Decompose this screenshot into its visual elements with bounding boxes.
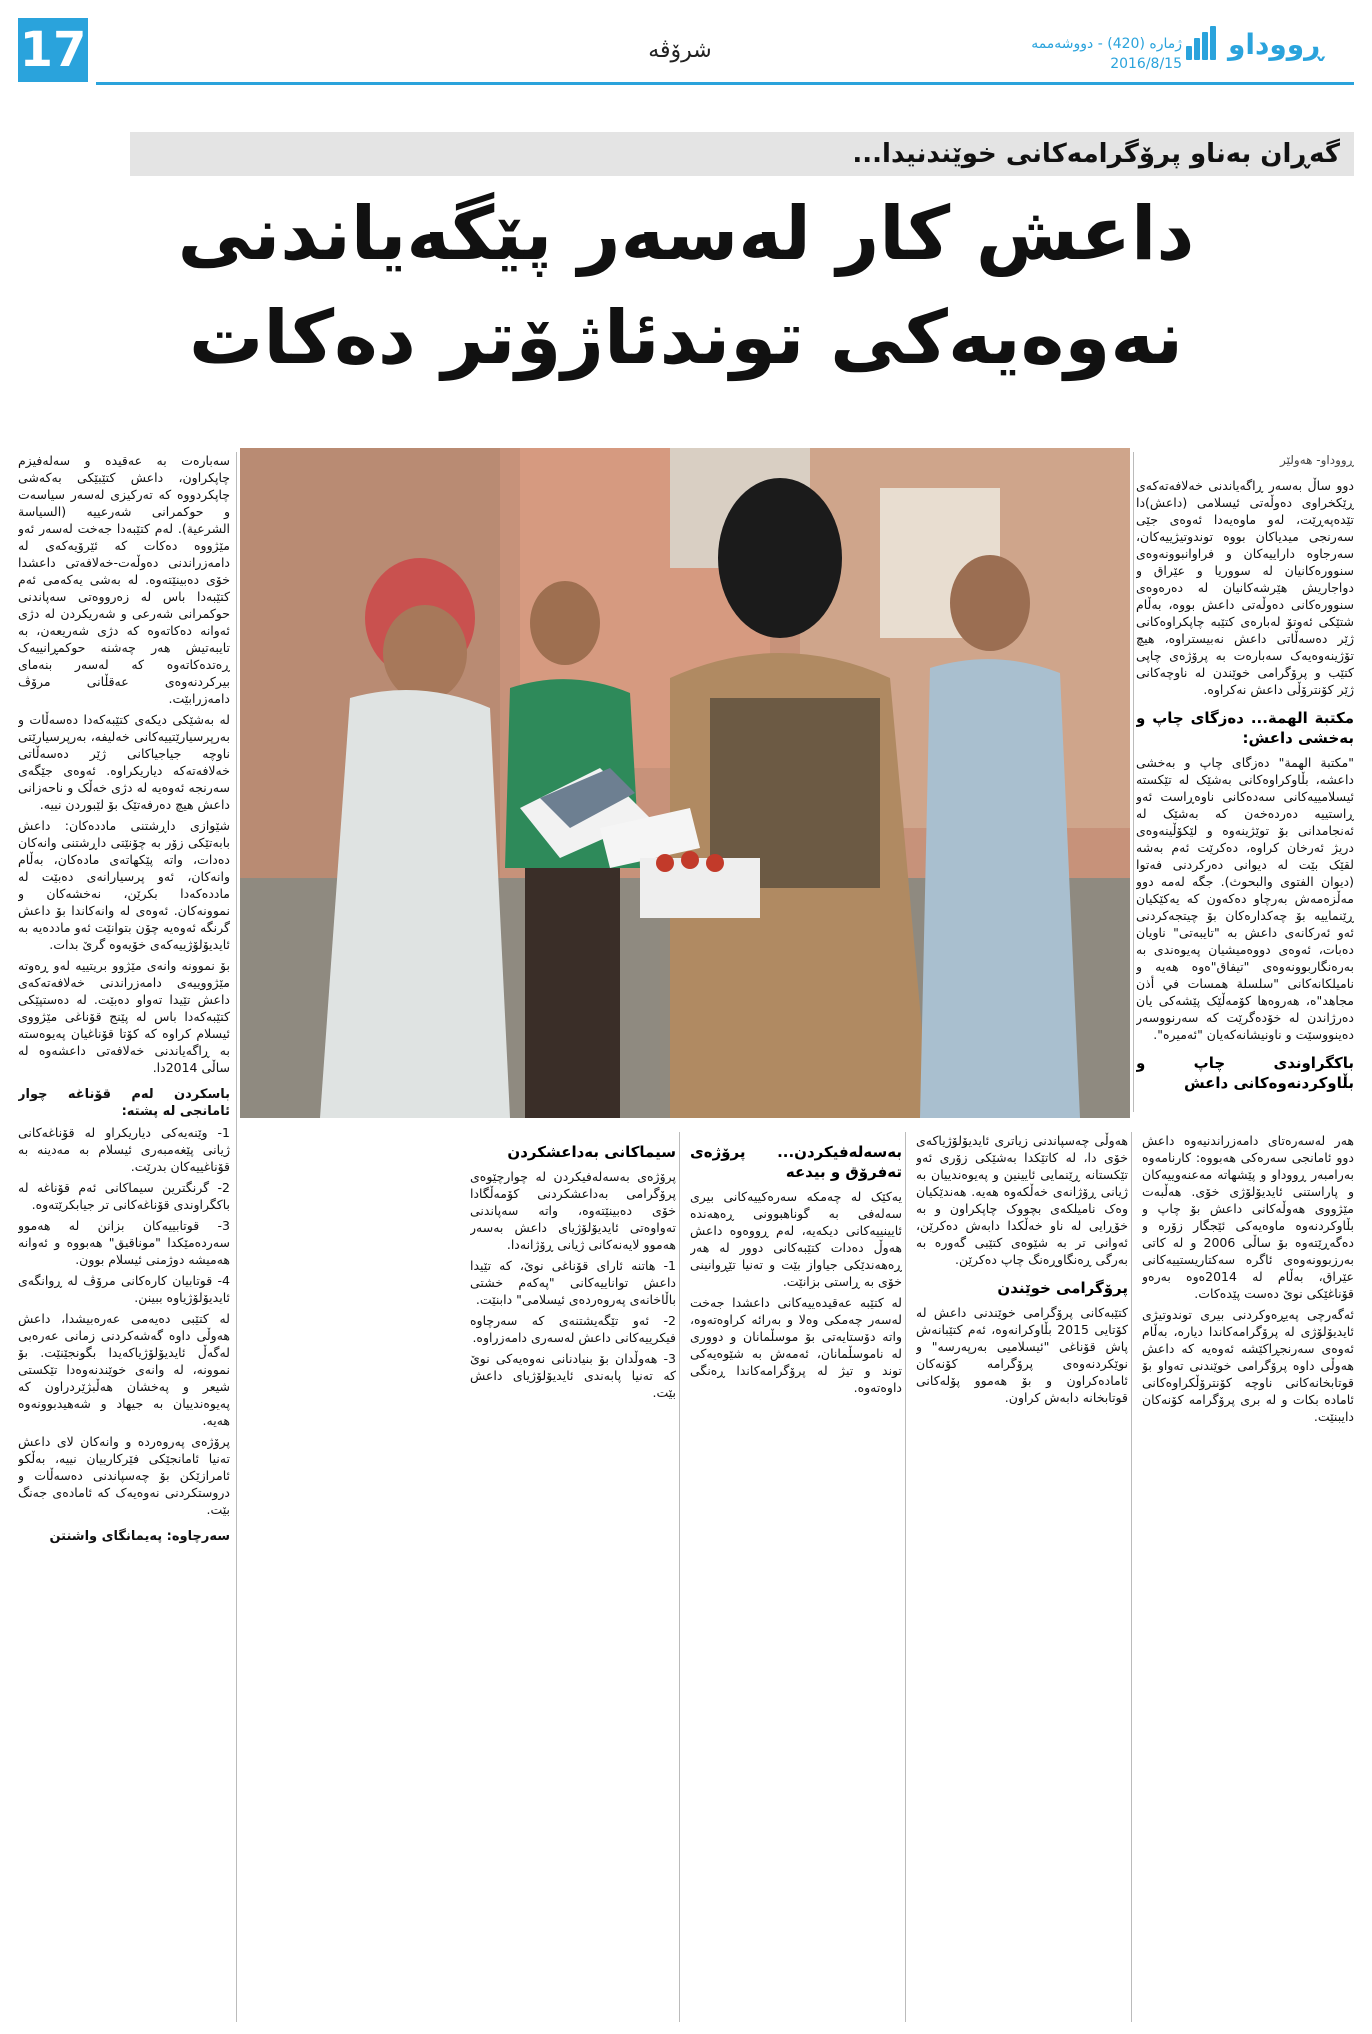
list-item-1: 1- هاتنە ئارای قۆناغی نوێ، کە تێیدا داعش تواناییەکانی "پەکەم خشتی باڵاخانەی پەروەردەی ئیسلامی" دابنێت. <box>470 1258 676 1307</box>
column-bottom-3 <box>690 1132 902 2022</box>
list-item-2: 2- ئەو تێگەیشتنەی کە سەرچاوە فیکرییەکانی داعش لەسەری دامەزراوە. <box>470 1313 676 1345</box>
column-bottom-1 <box>1142 1132 1354 2022</box>
issue-date: 2016/8/15 <box>1110 56 1182 72</box>
headline <box>60 182 1312 390</box>
logo-text: ڕووداو <box>1228 27 1324 61</box>
headline-line-1: داعش کار لەسەر پێگەیاندنی <box>177 191 1195 277</box>
paragraph-format: شێوازی داڕشتنی ماددەکان: داعش بابەتێکی زۆر بە چۆنێتی داڕشتنی وانەکان دەدات، واتە پێکهاتەی مادەکان، بەڵام وانەکان، ئەو پرسیارانەی دەبێت لە ماددەکەدا بکرێن، نەخشەکان و نموونەکان. ئەوەی لە وانەکاندا بۆ داعش گرنگە ئەوەیە چۆن بتوانێت ئەو ماددەیە بە ئایدیۆلۆژییەکەی خۆیەوە گرێ بدات. <box>18 818 230 952</box>
header-divider <box>96 82 1354 85</box>
paragraph-history: بۆ نموونە وانەی مێژوو بریتییە لەو ڕەوتە مێژووییەی دامەزراندنی خەلافەتەکەی داعش تێیدا تەواو دەبێت. لە دەستپێکی کتێبەکەدا باس لە پێنج قۆناغی مێژووی ئیسلام کراوە کە کۆتا قۆناغیان پەیوەستە بە ڕاگەیاندنی خەلافەتی داعشەوە لە ساڵی 2014دا. <box>18 958 230 1075</box>
paragraph-maktaba: "مکتبة الهمة" دەزگای چاپ و بەخشی داعشە، بڵاوکراوەکانی بەشێک لە تێکستە ئیسلامییەکانی سەدەکانی ناوەڕاست ئەو ڕاستییە دەردەخەن کە بەشێک لە ئەنجامدانی بۆ توێژینەوە و لێکۆڵینەوەی دریژ ئەرخان کراوە، دەکرێت ئەم بەشە لقێک بێت لە دیوانی دەرکردنی فەتوا (دیوان الفتوی والبحوث). جگە لەمە دوو مەڵزەمەش بەرچاو دەکەون کە یەکێکیان ڕێنماییە بۆ چەکدارەکان بۆ چیتجەکردنی ئەو ئەرکانەی داعش بە "تایبەتی" ناویان دەبات، ئەوەی دووەمیشیان پەیوەندی بە بەرەنگاربوونەوەی "تیفاق"ەوە هەیە و نامیلکانەکانی "سلسلة همسات في أذن مجاهد"ە، هەروەها کۆمەڵێک پێشەکی یان دەرژاندن لە خۆدەگرێت کە سەرنووسەر دەینووسێت و ناونیشانەکەیان "ئەمیرە". <box>1136 755 1354 1042</box>
column-rule <box>679 1132 680 2022</box>
paragraph-caliph: لە بەشێکی دیکەی کتێبەکەدا دەسەڵات و بەرپرسیارێتییەکانی خەلیفە، بەرپرسیارێتی ناوچە جیاجیاکانی ژێر دەسەڵاتی خەلافەتەکە دیاریکراوە. ئەوەی جێگەی سەرنجە ئەوەیە لە دژی خەڵک و ناحەزانی داعش هیچ دەرفەتێک بۆ لێبوردن نییە. <box>18 712 230 812</box>
byline: ڕووداو- هەولێر <box>1280 453 1354 467</box>
goal-1: 1- وێنەیەکی دیاریکراو لە قۆناغەکانی ژیانی پێغەمبەری ئیسلام بە مەدینە بە قۆناغییەکان بدرێت. <box>18 1125 230 1174</box>
subhead-curriculum: پرۆگرامی خوێندن <box>997 1279 1128 1297</box>
rudaw-logo <box>1182 24 1354 64</box>
subhead-background: باکگراوندی چاپ و بڵاوکردنەوەکانی داعش <box>1136 1054 1354 1092</box>
goal-4: 4- قوتابیان کارەکانی مرۆڤ لە ڕوانگەی ئایدیۆلۆژیاوە ببینن. <box>18 1273 230 1305</box>
paragraph-education: پرۆژەی پەروەردە و وانەکان لای داعش تەنیا ئامانجێکی فێرکارییان نییە، بەڵکو ئامرازێکن بۆ چەسپاندنی دەسەڵات و دروستکردنی نەوەیەک کە ئامادەی جەنگ بێت. <box>18 1434 230 1517</box>
paragraph-wala-baraa: لە کتێبە عەقیدەییەکانی داعشدا جەخت لەسەر چەمکی وەلا و بەرائە کراوەتەوە، واتە دۆستایەتی بۆ موسڵمانان و دووری لە ناموسڵمانان، ئەمەش بە شێوەیەکی توند و تیژ لە پرۆگرامەکاندا ڕەنگی داوەتەوە. <box>690 1295 902 1395</box>
source-credit: سەرچاوە: پەیمانگای واشنتن <box>49 1529 230 1544</box>
goal-2: 2- گرنگترین سیماکانی ئەم قۆناغە لە باکگراوندی قۆناغەکانی تر جیابکرێتەوە. <box>18 1180 230 1212</box>
article-photo <box>240 448 1130 1118</box>
intro-paragraph: دوو ساڵ بەسەر ڕاگەیاندنی خەلافەتەکەی ڕێکخراوی دەوڵەتی ئیسلامی (داعش)دا تێدەپەڕێت، لەو ماوەیەدا ئەوەی جێی سەرنجی میدیاکان بووە توندوتیژییەکان، سەرجاوە داراییەکان و فراوانبوونەوەی سنوورەکانیان لە سووریا و عێراق و دواجاریش هێرشەکانیان لە دەرەوەی سنوورەکانی دەوڵەتی داعش بووە، بەڵام شتێکی ئەوتۆ لەبارەی کتێبە چاپکراوەکانی ژێر دەسەڵاتی داعش نەبیستراوە، هیچ تۆژینەوەیەک سەبارەت بە پرۆژەی چاپی کتێب و پرۆگرامی خوێندن لە ناوچەکانی ژێر کۆنترۆڵی داعش نەکراوە. <box>1136 478 1354 697</box>
paragraph-arabic: لە کتێبی دەیەمی عەرەبیشدا، داعش هەوڵی داوە گەشەکردنی زمانی عەرەبی لەگەڵ ئایدیۆلۆژیاکەیدا بگونجێنێت. بۆ نموونە، لە وانەی خوێندنەوەدا تێکستی شیعر و پەخشان هەڵبژێردراون کە پەیوەندییان بە جیهاد و شەهیدبوونەوە هەیە. <box>18 1311 230 1428</box>
issue-label: ژمارە (420) - دووشەممە <box>1031 36 1182 52</box>
paragraph-goals: هەر لەسەرەتای دامەزراندنیەوە داعش دوو ئامانجی سەرەکی هەبووە: کارنامەوە بەرامبەر ڕووداو و پێشهاتە مەعنەوییەکان و پاراستنی ئایدیۆلۆژی خۆی. هەڵبەت مێژووی هەوڵەکانی داعش بۆ چاپ و بڵاوکردنەوە ماوەیەکی ئێجگار زۆرە و دەگەڕێتەوە بۆ ساڵی 2006 و لە کاتی بەرزبوونەوەی ئاگرە سەکتاریستییەکانی عێراق، بەڵام لە 2014ەوە بەرەو قۆناغێکی نوێ دەست پێدەکات. <box>1142 1133 1354 1301</box>
column-left-tall <box>18 452 230 2022</box>
goal-3: 3- قوتابییەکان بزانن لە هەموو سەردەمێکدا "موناقیق" هەبووە و ئەوانە هەمیشە دوژمنی ئیسلام بوون. <box>18 1218 230 1267</box>
kicker-bar <box>130 132 1354 176</box>
subhead-maktaba: مکتبة الهمة... دەزگای چاپ و بەخشی داعش: <box>1136 709 1354 747</box>
logo-rays-icon <box>1182 24 1222 64</box>
section-name: شرۆڤە <box>648 38 712 63</box>
issue-info <box>972 34 1182 74</box>
subhead-daeshification: سیماکانی بەداعشکردن <box>507 1143 676 1161</box>
paragraph-salafization: یەکێک لە چەمکە سەرەکییەکانی بیری سەلەفی بە گوناهبوونی ڕەهەندە ئایینییەکانی دیکەیە، لەم ڕووەوە داعش هەوڵ دەدات کتێبەکانی دوور لە هەر ڕەهەندێکی جیاواز بێت و تەنیا تێڕوانینی خۆی بە ڕاستی بزانێت. <box>690 1189 902 1289</box>
column-rule <box>236 452 237 2022</box>
paragraph-ideology: هەوڵی چەسپاندنی زیاتری ئایدیۆلۆژیاکەی خۆی دا، لە کاتێکدا بەشێکی زۆری ئەو تێکستانە ڕێنمایی ئایینین و پەیوەندییان بە ژیانی ڕۆژانەی خەڵکەوە هەیە. هەندێکیان وەک نامیلکەی بچووک چاپکراون و بە خۆڕایی لە ناو خەڵکدا دابەش دەکرێن، ئەوانی تر بە شێوەی کتێبی گەورە بە بەرگی ڕەنگاوڕەنگ چاپ دەکرێن. <box>916 1133 1128 1267</box>
paragraph-goals-cont: ئەگەرچی پەیڕەوکردنی بیری توندوتیژی ئایدیۆلۆژی لە پرۆگرامەکاندا دیارە، بەڵام ئەوەی سەرنجڕاکێشە ئەوەیە کە داعش هەوڵی داوە پرۆگرامی خوێندنی تەواو بۆ قوتابخانەکانی ناوچە کۆنترۆڵکراوەکانی ئامادە بکات و لە بری پرۆگرامە کۆنەکان دایبنێت. <box>1142 1307 1354 1424</box>
column-rule <box>1131 1132 1132 2022</box>
paragraph-sharia: سەبارەت بە عەقیدە و سەلەفیزم چاپکراون، داعش کتێبێکی بەکەشی چاپکردووە کە تەرکیزی لەسەر سیاسەت و حوکمرانی شەرعییە (السیاسة الشرعیة). لەم کتێبەدا جەخت لەسەر ئەو مێژووە دەکات کە ئێرۆیەکەی لە دامەزراندنی دەوڵەت-خەلافەتی داعشدا خۆی دەبینێتەوە. لە بەشی یەکەمی ئەم کتێبەدا باس لە زەرووەتی سەپاندنی حوکمرانی شەرعی و شەریکردن لە دژی ئەوانە دەکاتەوە کە دژی شەریعەن، بە تایبەتیش هەر چەشنە حوکمڕانییەک ڕەتدەکاتەوە کە لەسەر بنەمای بیرکردنەوەی عەقڵانی مرۆڤ دامەزرابێت. <box>18 453 230 706</box>
paragraph-daeshification: پرۆژەی بەسەلەفیکردن لە چوارچێوەی پرۆگرامی بەداعشکردنی کۆمەڵگادا خۆی دەبینێتەوە، واتە سەپاندنی تەواوەتی ئایدیۆلۆژیای داعش بەسەر هەموو لایەنەکانی ژیانی ڕۆژانەدا. <box>470 1169 676 1252</box>
paragraph-curriculum: کتێبەکانی پرۆگرامی خوێندنی داعش لە کۆتایی 2015 بڵاوکرانەوە، ئەم کتێبانەش پاش قۆناغی "ئیسلامیی بەرپەرسە" و نوێکردنەوەی پرۆگرامە کۆنەکان ئامادەکراون و بۆ هەموو پۆلەکانی قوتابخانە دابەش کراون. <box>916 1305 1128 1405</box>
column-right-top <box>1136 452 1354 1112</box>
photo-illustration <box>240 448 1130 1118</box>
column-bottom-4 <box>470 1132 676 2022</box>
kicker-text: گەڕان بەناو پرۆگرامەکانی خوێندنیدا... <box>852 139 1340 169</box>
column-rule <box>1133 452 1134 1112</box>
list-item-3: 3- هەوڵدان بۆ بنیادنانی نەوەیەکی نوێ کە تەنیا پابەندی ئایدیۆلۆژیای داعش بێت. <box>470 1351 676 1400</box>
page-number: 17 <box>18 18 88 82</box>
headline-line-2: نەوەیەکی توندئاژۆتر دەکات <box>189 295 1183 381</box>
subhead-salafization: بەسەلەفیکردن... پرۆژەی تەفرۆق و بیدعە <box>690 1143 902 1181</box>
subhead-four-goals: باسکردن لەم قۆناغە چوار ئامانجی لە پشتە: <box>18 1087 230 1119</box>
column-bottom-2 <box>916 1132 1128 2022</box>
column-rule <box>905 1132 906 2022</box>
